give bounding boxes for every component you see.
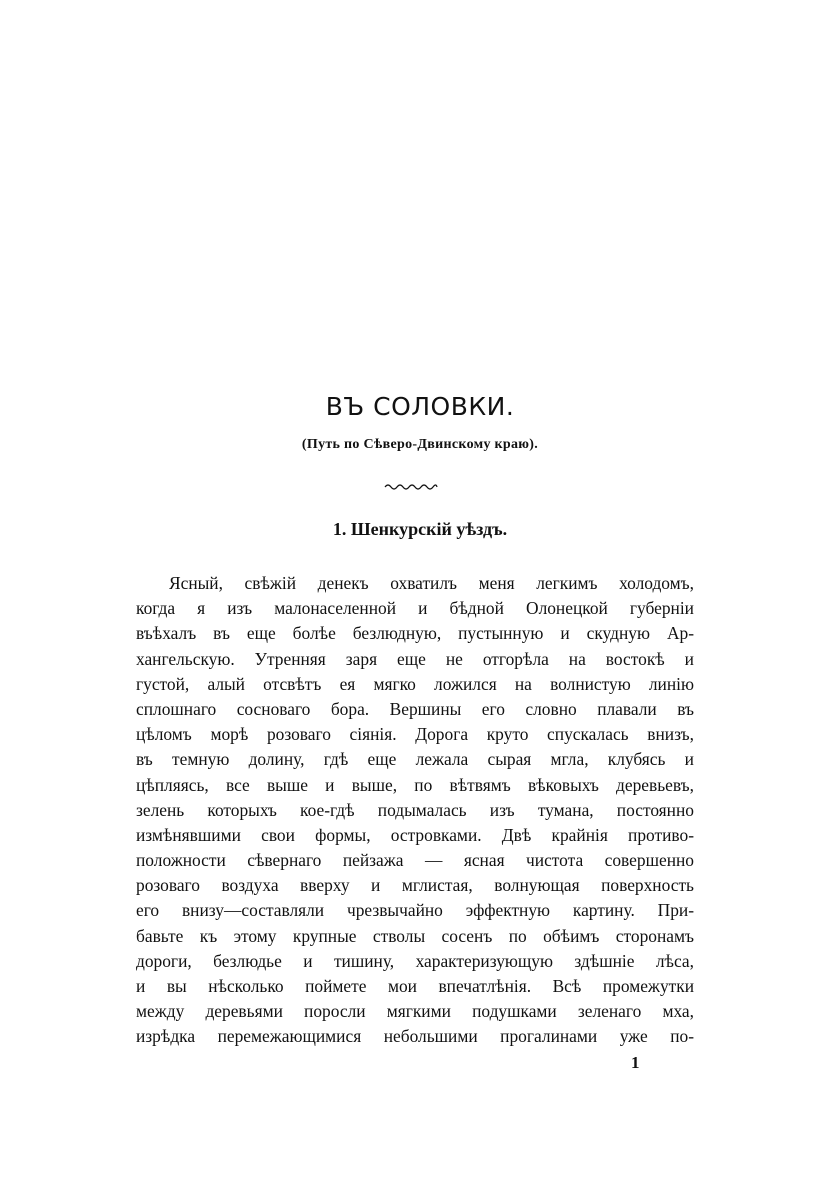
decorative-ornament (383, 482, 439, 492)
text-line: его внизу—составляли чрезвычайно эффектную картину. При- (136, 900, 694, 921)
text-line: сплошнаго сосноваго бора. Вершины его словно плавали въ (136, 698, 694, 719)
text-line: между деревьями поросли мягкими подушками зеленаго мха, (136, 1001, 694, 1022)
text-line: Ясный, свѣжій денекъ охватилъ меня легкимъ холодомъ, (169, 573, 694, 593)
text-line: измѣнявшими свои формы, островками. Двѣ крайнія противо- (136, 824, 694, 845)
text-line: зелень которыхъ кое-гдѣ подымалась изъ тумана, постоянно (136, 799, 694, 820)
section-heading: 1. Шенкурскій уѣздъ. (332, 519, 508, 539)
text-line: когда я изъ малонаселенной и бѣдной Олонецкой губерніи (136, 598, 694, 619)
text-line: густой, алый отсвѣтъ ея мягко ложился на волнистую линію (136, 673, 694, 694)
text-line: въ темную долину, гдѣ еще лежала сырая мгла, клубясь и (136, 749, 694, 770)
body-text (136, 571, 694, 1050)
text-line: цѣпляясь, все выше и выше, по вѣтвямъ вѣковыхъ деревьевъ, (136, 774, 694, 795)
text-line: дороги, безлюдье и тишину, характеризующую здѣшніе лѣса, (136, 950, 694, 971)
chapter-subtitle: (Путь по Сѣверо-Двинскому краю). (301, 437, 539, 452)
text-line: бавьте къ этому крупные стволы сосенъ по обѣимъ сторонамъ (136, 925, 694, 946)
chapter-title: ВЪ СОЛОВКИ. (325, 392, 515, 421)
text-line: хангельскую. Утренняя заря еще не отгорѣла на востокѣ и (136, 648, 694, 669)
text-line: положности сѣвернаго пейзажа — ясная чистота совершенно (136, 850, 694, 871)
text-line: цѣломъ морѣ розоваго сіянія. Дорога круто спускалась внизъ, (136, 724, 694, 745)
text-line: изрѣдка перемежающимися небольшими прогалинами уже по- (136, 1026, 694, 1047)
page-number: 1 (631, 1053, 640, 1072)
text-line: въѣхалъ въ еще болѣе безлюдную, пустынную и скудную Ар- (136, 623, 694, 644)
text-line: и вы нѣсколько поймете мои впечатлѣнія. Всѣ промежутки (136, 976, 694, 996)
text-line: розоваго воздуха вверху и мглистая, волнующая поверхность (136, 875, 694, 896)
